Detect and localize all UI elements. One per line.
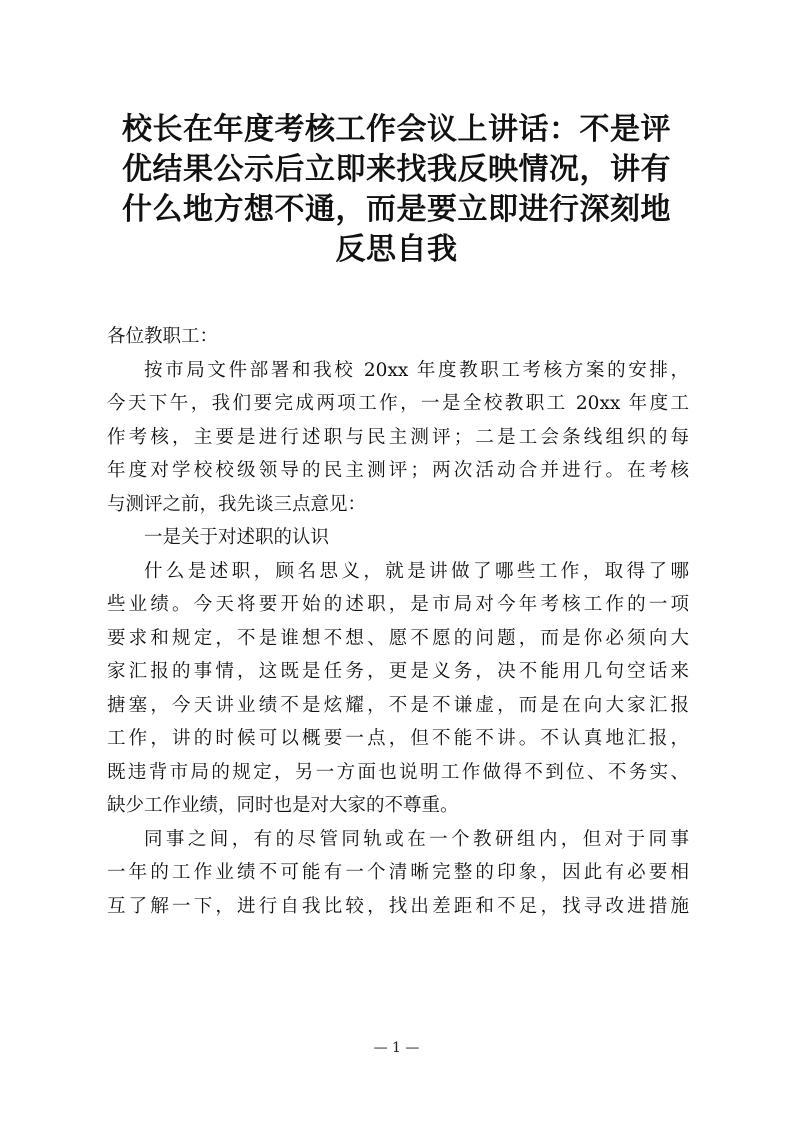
section-heading: 一是关于对述职的认识 xyxy=(144,527,330,548)
document-body xyxy=(107,320,689,923)
paragraph-line: 互了解一下，进行自我比较，找出差距和不足，找寻改进措施 xyxy=(107,895,689,917)
paragraph-line: 缺少工作业绩，同时也是对大家的不尊重。 xyxy=(107,795,459,816)
title-line: 什么地方想不通，而是要立即进行深刻地 xyxy=(122,192,671,227)
paragraph-line: 年度对学校校级领导的民主测评；两次活动合并进行。在考核 xyxy=(107,460,689,481)
paragraph-line: 一年的工作业绩不可能有一个清晰完整的印象，因此有必要相 xyxy=(107,862,689,883)
paragraph-line: 既违背市局的规定，另一方面也说明工作做得不到位、不务实、 xyxy=(107,761,689,783)
paragraph-line: 按市局文件部署和我校 20xx 年度教职工考核方案的安排， xyxy=(144,359,689,381)
paragraph-line: 工作，讲的时候可以概要一点，但不能不讲。不认真地汇报， xyxy=(107,728,689,749)
paragraph-line: 什么是述职，顾名思义，就是讲做了哪些工作，取得了哪 xyxy=(144,560,689,582)
paragraph-line: 搪塞，今天讲业绩不是炫耀，不是不谦虚，而是在向大家汇报 xyxy=(107,694,689,716)
paragraph-line: 同事之间，有的尽管同轨或在一个教研组内，但对于同事 xyxy=(144,828,689,850)
page-number: — 1 — xyxy=(373,1040,420,1056)
paragraph-line: 要求和规定，不是谁想不想、愿不愿的问题，而是你必须向大 xyxy=(107,627,689,649)
paragraph-line: 今天下午，我们要完成两项工作，一是全校教职工 20xx 年度工 xyxy=(107,393,689,414)
greeting: 各位教职工： xyxy=(107,326,219,347)
paragraph-line: 作考核，主要是进行述职与民主测评；二是工会条线组织的每 xyxy=(107,426,689,448)
paragraph-line: 家汇报的事情，这既是任务，更是义务，决不能用几句空话来 xyxy=(107,661,689,682)
title-line: 校长在年度考核工作会议上讲话：不是评 xyxy=(122,112,671,147)
document-title xyxy=(100,110,693,270)
paragraph-line: 些业绩。今天将要开始的述职，是市局对今年考核工作的一项 xyxy=(107,594,689,615)
title-line: 优结果公示后立即来找我反映情况，讲有 xyxy=(122,152,671,187)
title-line: 反思自我 xyxy=(335,232,458,267)
paragraph-line: 与测评之前，我先谈三点意见： xyxy=(107,493,367,515)
